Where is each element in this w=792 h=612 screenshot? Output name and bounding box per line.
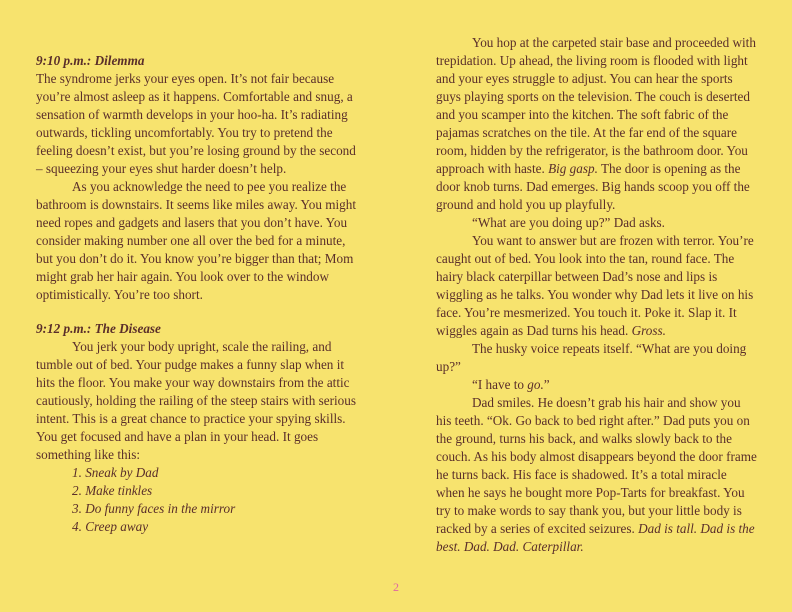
- paragraph: [436, 376, 758, 394]
- paragraph: As you acknowledge the need to pee you realize the bathroom is downstairs. It seems like miles away. You might need ropes and gadgets and lasers that you don’t have. You consider making number one all over the bed for a minute, but you don’t do it. You know you’re bigger than that; Mom might grab her hair again. You look over to the window optimistically. You’re too short.: [36, 179, 357, 302]
- paragraph: The husky voice repeats itself. “What are you doing up?”: [436, 341, 747, 374]
- section-heading-disease: 9:12 p.m.: The Disease: [36, 321, 161, 336]
- plan-list: [72, 464, 356, 536]
- text-run: The door is opening as the door knob turns. Dad emerges. Big hands scoop you off the ground and hold you up playfully.: [436, 161, 750, 212]
- paragraph: [436, 232, 758, 340]
- italic-text: go.: [527, 377, 544, 392]
- text-run: You hop at the carpeted stair base and proceeded with trepidation. Up ahead, the living room is flooded with light and your eyes struggle to adjust. You can hear the sports guys playing sports on the television. The couch is deserted and you scamper into the kitchen. The soft fabric of the pajamas scratches on the tile. At the far end of the square room, hidden by the refrigerator, is the bathroom door. You approach with haste.: [436, 35, 756, 176]
- italic-text: Dad is tall. Dad is the best. Dad. Dad. Caterpillar.: [436, 521, 755, 554]
- paragraph: “What are you doing up?” Dad asks.: [472, 215, 665, 230]
- page-number: 2: [393, 580, 399, 594]
- paragraph: [436, 394, 758, 556]
- right-column: [436, 34, 758, 556]
- paragraph: You jerk your body upright, scale the railing, and tumble out of bed. Your pudge makes a funny slap when it hits the floor. You make your way downstairs from the attic cautiously, holding the railing of the steep stairs with serious intent. This is a great chance to practice your spying skills. You get focused and have a plan in your head. It goes something like this:: [36, 339, 356, 462]
- paragraph: The syndrome jerks your eyes open. It’s not fair because you’re almost asleep as it happens. Comfortable and snug, a sensation of warmth develops in your hoo-ha. It’s radiating outwards, tickling uncomfortably. You try to pretend the feeling doesn’t exist, but you’re losing ground by the second – squeezing your eyes shut harder doesn’t help.: [36, 71, 356, 176]
- left-column: [36, 34, 356, 536]
- list-item: 3. Do funny faces in the mirror: [72, 501, 236, 516]
- text-run: Dad smiles. He doesn’t grab his hair and show you his teeth. “Ok. Go back to bed right after.” Dad puts you on the ground, turns his back, and walks slowly back to the couch. As his body almost disappears beyond the door frame he turns back. His face is shadowed. It’s a total miracle when he says he bought more Pop-Tarts for breakfast. You try to make words to say thank you, but your little body is racked by a series of excited seizures.: [436, 395, 757, 536]
- list-item: 2. Make tinkles: [72, 483, 153, 498]
- text-run: “I have to: [472, 377, 528, 392]
- text-run: You want to answer but are frozen with terror. You’re caught out of bed. You look into the tan, round face. The hairy black caterpillar between Dad’s nose and lips is wiggling as he talks. You wonder why Dad lets it live on his face. You’re mesmerized. You touch it. Poke it. Slap it. It wiggles again as Dad turns his head.: [436, 233, 754, 338]
- italic-text: Big gasp.: [548, 161, 598, 176]
- italic-text: Gross.: [631, 323, 666, 338]
- section-heading-dilemma: 9:10 p.m.: Dilemma: [36, 53, 145, 68]
- paragraph: [436, 34, 758, 214]
- text-run: ”: [543, 377, 550, 392]
- list-item: 4. Creep away: [72, 519, 149, 534]
- list-item: 1. Sneak by Dad: [72, 465, 159, 480]
